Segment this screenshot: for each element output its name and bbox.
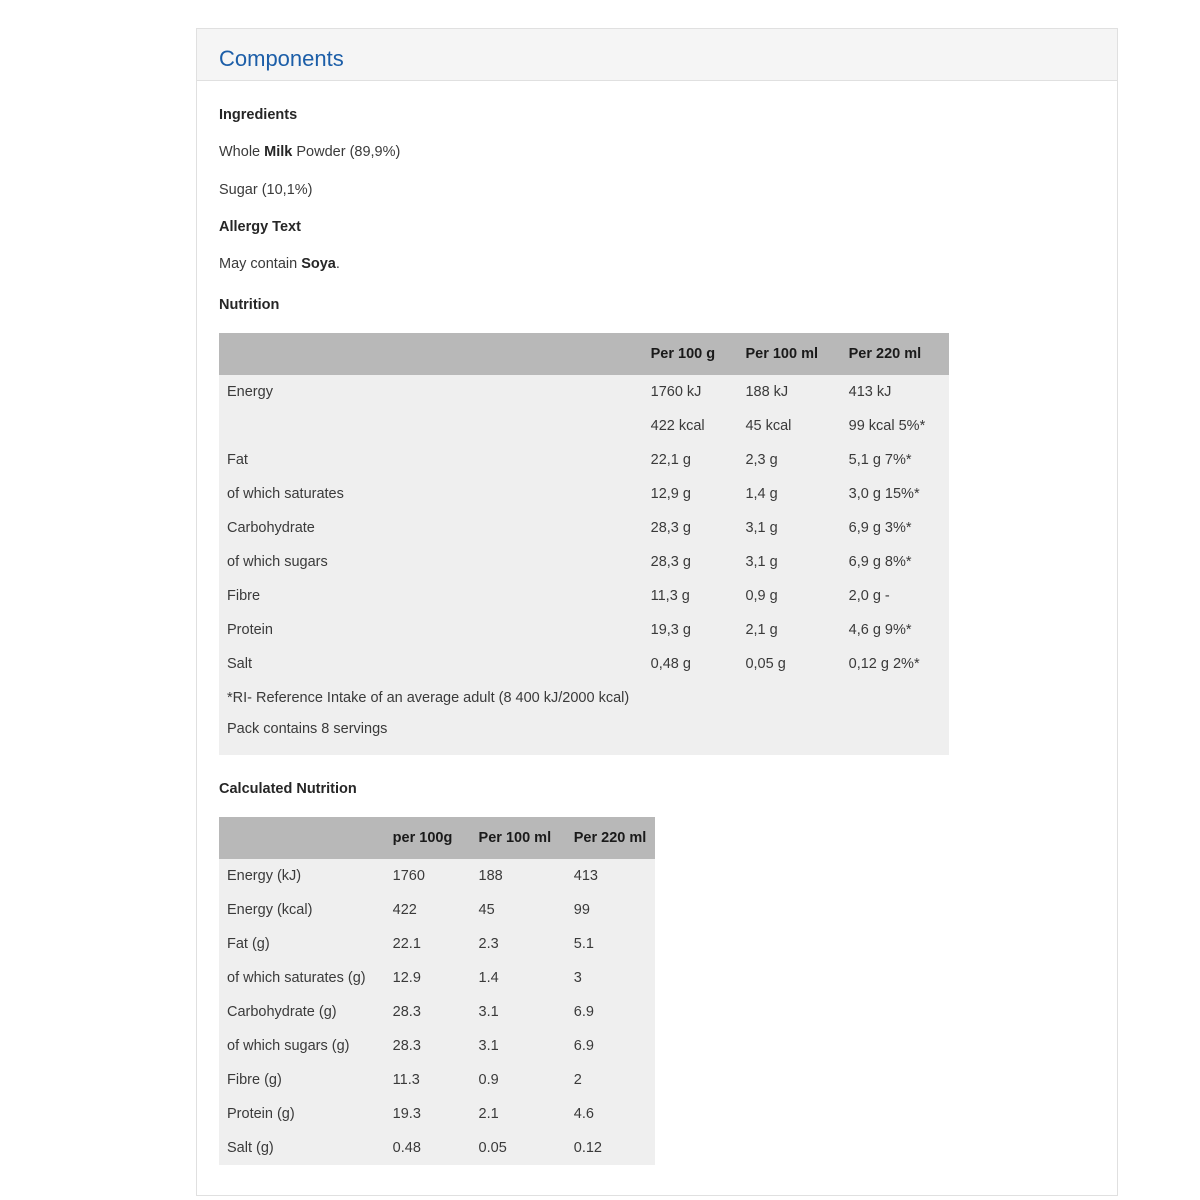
- row-value: 2: [573, 1072, 582, 1088]
- table-header-row: [219, 817, 655, 859]
- row-value: 3.1: [478, 1004, 499, 1020]
- calculated-table-body: [219, 859, 655, 1165]
- ingredients-heading: Ingredients: [219, 107, 298, 123]
- nutrition-panel: [219, 333, 949, 755]
- row-value: 28.3: [392, 1038, 421, 1054]
- row-value: 0.9: [478, 1072, 499, 1088]
- page-title: Components: [219, 46, 344, 71]
- row-value: 4,6 g 9%*: [848, 622, 912, 638]
- row-value: 3.1: [478, 1038, 499, 1054]
- nutrition-footnote-servings: Pack contains 8 servings: [227, 721, 388, 737]
- ingredient-line: [219, 181, 1095, 199]
- card-header: [197, 29, 1117, 81]
- row-value: 1760: [392, 868, 425, 884]
- ingredient-line: [219, 143, 1095, 161]
- row-value: 3,1 g: [745, 554, 778, 570]
- row-value: 28.3: [392, 1004, 421, 1020]
- row-value: 188: [478, 868, 503, 884]
- row-label: of which saturates: [227, 486, 344, 502]
- table-row: [219, 409, 949, 443]
- row-value: 6.9: [573, 1004, 594, 1020]
- row-value: 99: [573, 902, 590, 918]
- table-row: [219, 613, 949, 647]
- nutrition-heading: Nutrition: [219, 297, 280, 313]
- table-row: [219, 1063, 655, 1097]
- row-value: 45 kcal: [745, 418, 792, 434]
- row-value: 422: [392, 902, 417, 918]
- row-value: 0,9 g: [745, 588, 778, 604]
- components-card: [196, 28, 1118, 1196]
- row-value: 422 kcal: [650, 418, 705, 434]
- row-value: 2,0 g -: [848, 588, 890, 604]
- table-row: [219, 477, 949, 511]
- nutrition-table-head: [219, 333, 949, 375]
- row-label: Energy: [227, 384, 273, 400]
- row-value: 28,3 g: [650, 554, 691, 570]
- row-label: [219, 409, 643, 443]
- card-body: [197, 81, 1117, 1195]
- row-value: 0.05: [478, 1140, 507, 1156]
- ingredient-line-post: Powder (89,9%): [292, 144, 401, 160]
- row-value: 2,1 g: [745, 622, 778, 638]
- row-label: of which saturates (g): [227, 970, 366, 986]
- row-value: 11,3 g: [650, 588, 690, 604]
- row-value: 19,3 g: [650, 622, 691, 638]
- row-label: Protein: [227, 622, 273, 638]
- row-label: Protein (g): [227, 1106, 295, 1122]
- ingredient-line-pre: Sugar (10,1%): [219, 182, 313, 198]
- row-value: 1760 kJ: [650, 384, 702, 400]
- row-value: 2,3 g: [745, 452, 778, 468]
- calculated-col-header: Per 100 ml: [471, 817, 566, 859]
- row-label: Energy (kcal): [227, 902, 313, 918]
- table-row: [219, 511, 949, 545]
- row-value: 5,1 g 7%*: [848, 452, 912, 468]
- row-value: 3: [573, 970, 582, 986]
- nutrition-table-body: [219, 375, 949, 681]
- row-label: Carbohydrate (g): [227, 1004, 337, 1020]
- table-row: [219, 647, 949, 681]
- row-label: Fat (g): [227, 936, 270, 952]
- row-label: Fibre: [227, 588, 261, 604]
- row-value: 413: [573, 868, 598, 884]
- ingredient-line-pre: Whole: [219, 144, 265, 160]
- row-label: Energy (kJ): [227, 868, 302, 884]
- table-row: [219, 927, 655, 961]
- row-value: 188 kJ: [745, 384, 789, 400]
- table-row: [219, 995, 655, 1029]
- row-value: 6,9 g 3%*: [848, 520, 912, 536]
- table-row: [219, 859, 655, 893]
- allergy-heading: Allergy Text: [219, 219, 301, 235]
- row-value: 0.48: [392, 1140, 421, 1156]
- allergy-line: [219, 255, 1095, 273]
- table-row: [219, 1131, 655, 1165]
- row-value: 0,05 g: [745, 656, 786, 672]
- row-value: 2.3: [478, 936, 499, 952]
- allergy-line-bold: Soya: [301, 256, 336, 272]
- row-value: 99 kcal 5%*: [848, 418, 926, 434]
- row-value: 4.6: [573, 1106, 594, 1122]
- row-value: 12,9 g: [650, 486, 691, 502]
- calculated-col-header: per 100g: [385, 817, 471, 859]
- calculated-table-head: [219, 817, 655, 859]
- ingredient-line-bold: Milk: [264, 144, 293, 160]
- nutrition-col-header: Per 100 ml: [737, 333, 840, 375]
- table-row: [219, 579, 949, 613]
- nutrition-col-header: Per 220 ml: [841, 333, 949, 375]
- row-value: 12.9: [392, 970, 421, 986]
- table-row: [219, 443, 949, 477]
- allergy-line-post: .: [335, 256, 340, 272]
- row-label: Salt (g): [227, 1140, 274, 1156]
- row-value: 2.1: [478, 1106, 499, 1122]
- calculated-col-header: [219, 817, 385, 859]
- table-row: [219, 1097, 655, 1131]
- allergy-line-pre: May contain: [219, 256, 302, 272]
- row-value: 1,4 g: [745, 486, 778, 502]
- table-row: [219, 545, 949, 579]
- table-row: [219, 1029, 655, 1063]
- row-label: Fat: [227, 452, 248, 468]
- row-value: 6.9: [573, 1038, 594, 1054]
- table-header-row: [219, 333, 949, 375]
- row-value: 3,1 g: [745, 520, 778, 536]
- row-value: 0,48 g: [650, 656, 691, 672]
- row-value: 0.12: [573, 1140, 602, 1156]
- row-value: 28,3 g: [650, 520, 691, 536]
- row-label: of which sugars: [227, 554, 328, 570]
- table-row: [219, 961, 655, 995]
- row-label: Salt: [227, 656, 252, 672]
- table-row: [219, 375, 949, 409]
- row-value: 19.3: [392, 1106, 421, 1122]
- row-label: Fibre (g): [227, 1072, 282, 1088]
- nutrition-col-header: Per 100 g: [643, 333, 738, 375]
- nutrition-table: [219, 333, 949, 681]
- row-value: 5.1: [573, 936, 594, 952]
- row-value: 6,9 g 8%*: [848, 554, 912, 570]
- row-value: 45: [478, 902, 495, 918]
- row-label: of which sugars (g): [227, 1038, 350, 1054]
- row-value: 22.1: [392, 936, 421, 952]
- row-label: Carbohydrate: [227, 520, 315, 536]
- calculated-nutrition-heading: Calculated Nutrition: [219, 781, 357, 797]
- row-value: 3,0 g 15%*: [848, 486, 920, 502]
- table-row: [219, 893, 655, 927]
- row-value: 0,12 g 2%*: [848, 656, 920, 672]
- calculated-nutrition-table: [219, 817, 655, 1165]
- row-value: 413 kJ: [848, 384, 892, 400]
- nutrition-col-header: [219, 333, 643, 375]
- row-value: 1.4: [478, 970, 499, 986]
- nutrition-footnote-ri: *RI- Reference Intake of an average adult (8 400 kJ/2000 kcal): [227, 690, 630, 706]
- calculated-col-header: Per 220 ml: [566, 817, 655, 859]
- row-value: 22,1 g: [650, 452, 691, 468]
- row-value: 11.3: [392, 1072, 420, 1088]
